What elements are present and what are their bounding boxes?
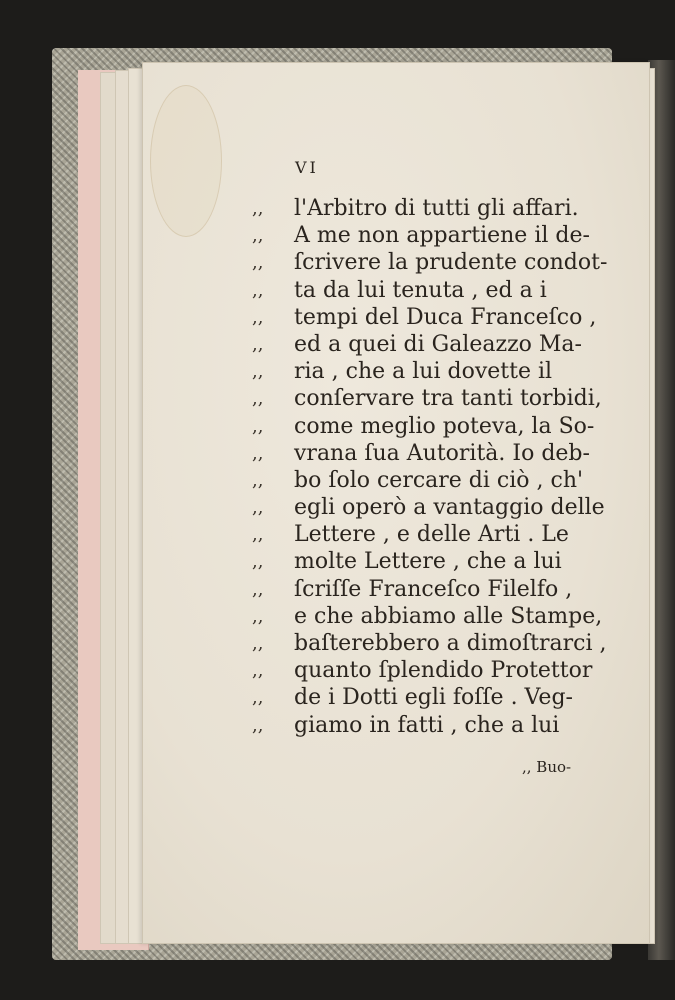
text-line (252, 440, 632, 467)
line-text: ta da lui tenuta , ed a i (294, 277, 547, 303)
quote-mark: ,, (252, 660, 264, 682)
text-line (252, 222, 632, 249)
line-text: quanto ſplendido Protettor (294, 658, 593, 684)
quote-mark: ,, (252, 333, 264, 355)
line-text: ria , che a lui dovette il (294, 359, 553, 385)
page-number: VI (295, 158, 319, 177)
text-line (252, 712, 632, 739)
line-text: conſervare tra tanti torbidi, (294, 386, 602, 412)
text-line (252, 494, 632, 521)
page-text (252, 195, 632, 739)
line-text: Lettere , e delle Arti . Le (294, 522, 569, 548)
text-line (252, 576, 632, 603)
text-line (252, 548, 632, 575)
line-text: bo ſolo cercare di ciò , ch' (294, 467, 584, 493)
text-line (252, 304, 632, 331)
text-line (252, 657, 632, 684)
line-text: come meglio poteva, la So- (294, 413, 595, 439)
text-line (252, 331, 632, 358)
text-line (252, 277, 632, 304)
text-line (252, 603, 632, 630)
quote-mark: ,, (252, 198, 264, 219)
text-line (252, 521, 632, 548)
text-line (252, 195, 632, 222)
quote-mark: ,, (252, 497, 264, 519)
text-line (252, 358, 632, 385)
quote-mark: ,, (252, 442, 264, 464)
quote-mark: ,, (252, 687, 264, 709)
page-stain (150, 85, 222, 237)
line-text: tempi del Duca Franceſco , (294, 304, 597, 330)
line-text: A me non appartiene il de- (294, 223, 590, 249)
line-text: baſterebbero a dimoſtrarci , (294, 631, 607, 656)
catchword: ,, Buo- (522, 758, 572, 776)
line-text: de i Dotti egli foſſe . Veg- (294, 685, 573, 711)
line-text: ſcriſſe Franceſco Filelfo , (294, 576, 573, 602)
line-text: egli operò a vantaggio delle (294, 495, 605, 521)
line-text: ſcrivere la prudente condot- (294, 250, 608, 276)
quote-mark: ,, (252, 551, 264, 573)
text-line (252, 249, 632, 276)
line-text: ed a quei di Galeazzo Ma- (294, 331, 582, 357)
text-line (252, 385, 632, 412)
text-line (252, 467, 632, 494)
text-line (252, 684, 632, 711)
quote-mark: ,, (252, 633, 264, 654)
line-text: giamo in fatti , che a lui (294, 712, 560, 738)
line-text: molte Lettere , che a lui (294, 549, 562, 575)
quote-mark: ,, (252, 714, 264, 736)
quote-mark: ,, (252, 361, 264, 383)
quote-mark: ,, (252, 415, 264, 437)
quote-mark: ,, (252, 578, 264, 600)
quote-mark: ,, (252, 252, 264, 274)
quote-mark: ,, (252, 605, 264, 627)
text-line (252, 630, 632, 657)
line-text: e che abbiamo alle Stampe, (294, 603, 603, 629)
line-text: l'Arbitro di tutti gli affari. (294, 196, 579, 221)
quote-mark: ,, (252, 524, 264, 546)
quote-mark: ,, (252, 225, 264, 247)
quote-mark: ,, (252, 306, 264, 328)
line-text: vrana ſua Autorità. Io deb- (294, 440, 590, 466)
text-line (252, 413, 632, 440)
quote-mark: ,, (252, 469, 264, 491)
quote-mark: ,, (252, 279, 264, 301)
quote-mark: ,, (252, 388, 264, 410)
